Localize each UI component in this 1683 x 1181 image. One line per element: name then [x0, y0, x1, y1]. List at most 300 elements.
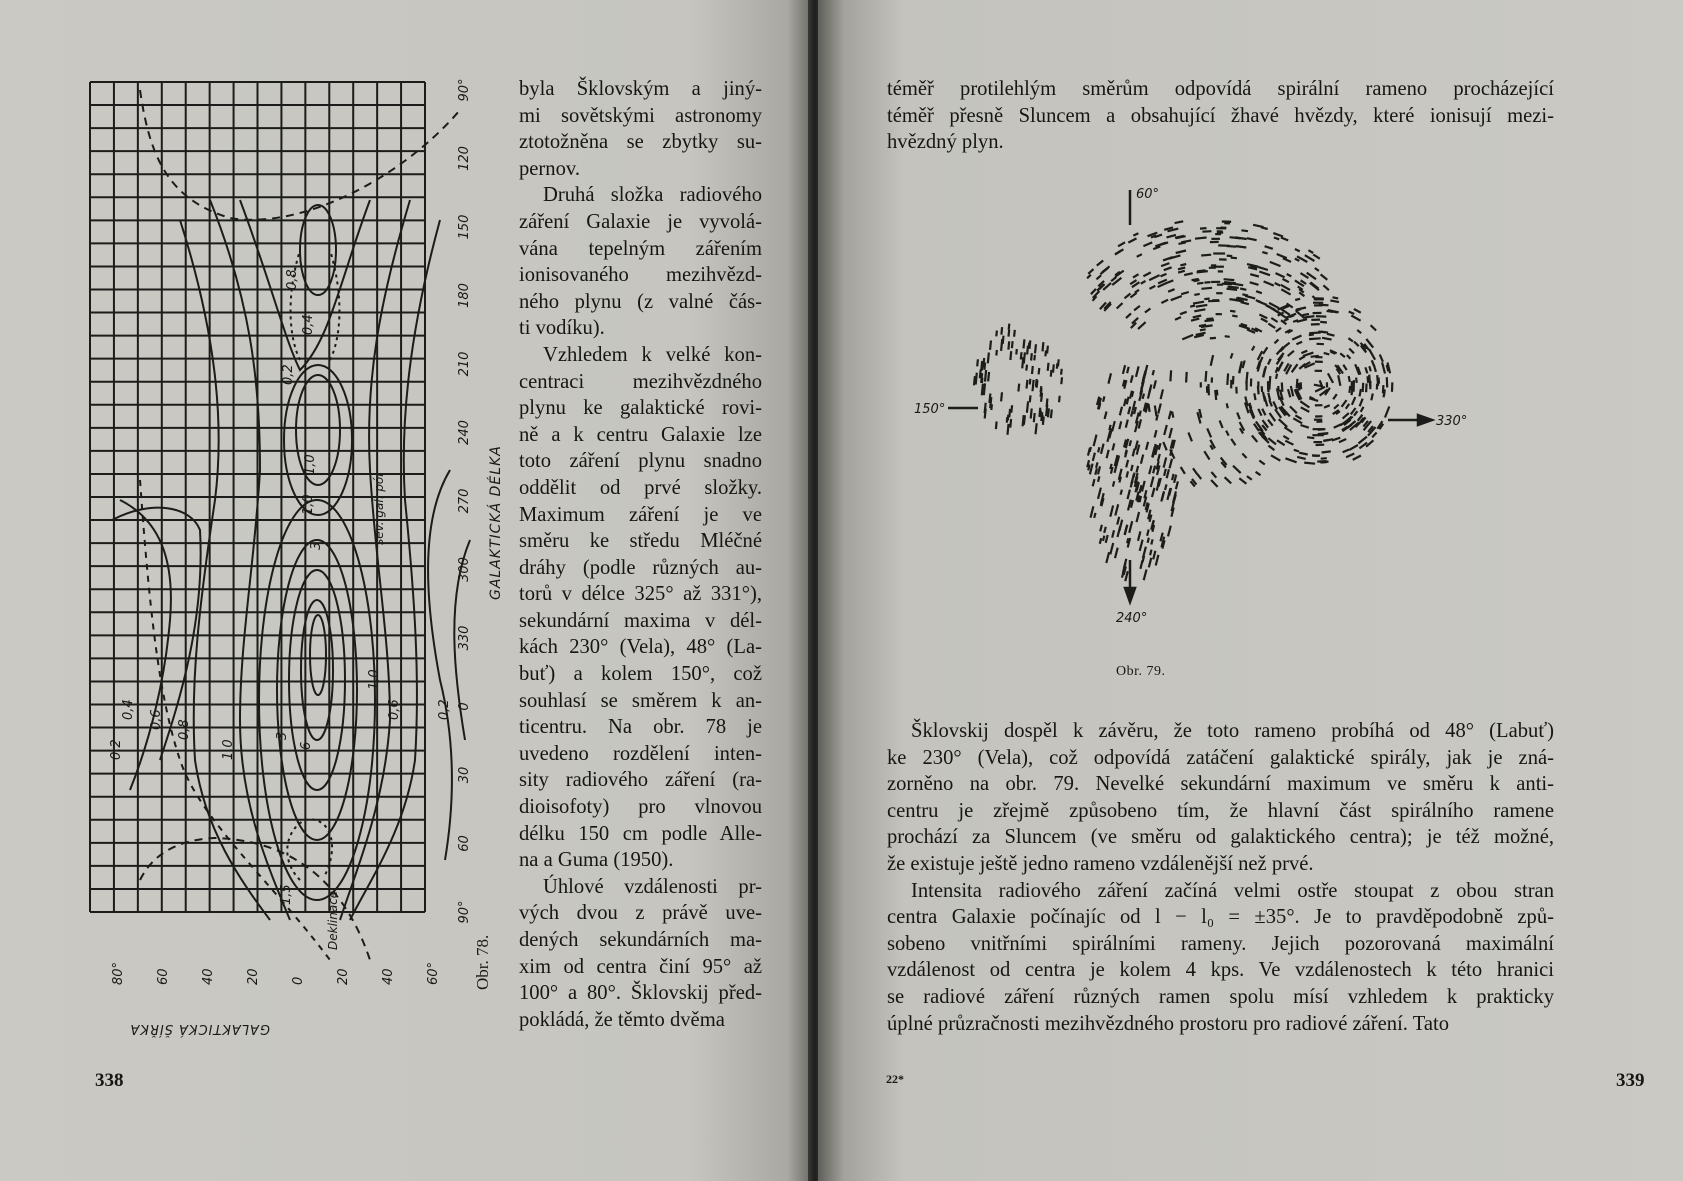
hatch-stroke — [1149, 385, 1151, 393]
hatch-stroke — [1220, 421, 1223, 429]
hatch-stroke — [1382, 362, 1385, 373]
hatch-stroke — [1301, 407, 1310, 412]
hatch-stroke — [1290, 406, 1297, 413]
fig79-label-bottom: 240° — [1116, 611, 1148, 626]
text-line: ztotožněna se zbytky su- — [519, 131, 762, 154]
hatch-stroke — [1303, 353, 1314, 356]
hatch-stroke — [1369, 366, 1371, 371]
hatch-stroke — [1309, 334, 1314, 335]
hatch-stroke — [1105, 412, 1107, 420]
hatch-stroke — [1230, 311, 1235, 312]
longitude-tick: 60 — [457, 835, 472, 852]
hatch-stroke — [1222, 284, 1232, 285]
text-line: že existuje ještě jedno rameno vzdálenější než prvé. — [887, 852, 1314, 875]
hatch-stroke — [1153, 370, 1154, 375]
hatch-stroke — [1130, 293, 1136, 298]
hatch-stroke — [1231, 439, 1235, 445]
text-line: xim od centra činí 95° až — [519, 955, 762, 978]
fig79-label-left: 150° — [914, 402, 946, 417]
hatch-stroke — [1356, 378, 1357, 383]
latitude-tick: 0 — [291, 976, 306, 985]
longitude-tick: 210 — [457, 351, 472, 377]
hatch-stroke — [1197, 283, 1203, 284]
hatch-stroke — [1137, 466, 1139, 473]
hatch-stroke — [1346, 404, 1349, 409]
hatch-stroke — [1155, 430, 1157, 437]
hatch-stroke — [1371, 325, 1377, 330]
hatch-stroke — [1342, 427, 1348, 431]
hatch-stroke — [1323, 285, 1329, 290]
text-line: směru ke středu Mléčné — [519, 530, 762, 553]
hatch-stroke — [1108, 373, 1111, 383]
hatch-stroke — [1158, 454, 1160, 461]
text-line: buť) a kolem 150°, což — [519, 663, 762, 686]
latitude-axis-label: GALAKTICKÁ ŠÍŘKA — [129, 1021, 270, 1036]
hatch-stroke — [1144, 570, 1147, 581]
hatch-stroke — [1284, 343, 1290, 347]
hatch-stroke — [1351, 316, 1360, 321]
contour-label: 0,2 — [437, 699, 452, 720]
hatch-stroke — [1008, 424, 1009, 435]
hatch-stroke — [1277, 440, 1285, 445]
hatch-stroke — [1143, 272, 1150, 276]
hatch-stroke — [1159, 443, 1161, 450]
hatch-stroke — [1009, 324, 1010, 330]
hatch-stroke — [1200, 228, 1207, 229]
hatch-stroke — [1274, 238, 1279, 240]
hatch-stroke — [1253, 225, 1263, 227]
hatch-stroke — [1262, 409, 1265, 416]
hatch-stroke — [1041, 386, 1042, 392]
hatch-stroke — [1276, 273, 1285, 277]
hatch-stroke — [1315, 268, 1319, 271]
hatch-stroke — [1035, 344, 1036, 353]
hatch-stroke — [1142, 481, 1145, 492]
hatch-stroke — [1201, 288, 1212, 289]
hatch-stroke — [1098, 466, 1100, 474]
hatch-stroke — [1103, 396, 1104, 401]
hatch-stroke — [1277, 254, 1287, 258]
hatch-stroke — [1048, 363, 1049, 371]
hatch-stroke — [1171, 296, 1182, 300]
hatch-stroke — [1001, 327, 1002, 335]
hatch-stroke — [1318, 429, 1326, 430]
hatch-stroke — [1036, 423, 1037, 434]
text-line: dioisofoty) pro vlnovou — [519, 796, 762, 819]
hatch-stroke — [1231, 353, 1233, 358]
hatch-stroke — [1288, 389, 1290, 397]
hatch-stroke — [1175, 221, 1184, 223]
longitude-tick: 330 — [457, 625, 472, 651]
hatch-stroke — [990, 341, 991, 350]
hatch-stroke — [1250, 274, 1259, 276]
hatch-stroke — [1036, 379, 1037, 387]
latitude-tick: 80° — [111, 961, 126, 985]
hatch-stroke — [1263, 392, 1265, 402]
hatch-stroke — [1061, 377, 1062, 384]
hatch-stroke — [1031, 353, 1032, 360]
page-number-left: 338 — [95, 1070, 124, 1091]
hatch-stroke — [1113, 443, 1115, 450]
hatch-stroke — [1297, 379, 1298, 388]
hatch-stroke — [1262, 252, 1267, 254]
hatch-stroke — [1127, 471, 1129, 477]
hatch-stroke — [1106, 552, 1109, 563]
hatch-stroke — [1190, 306, 1195, 307]
hatch-stroke — [1263, 347, 1267, 354]
hatch-stroke — [1259, 272, 1270, 276]
text-line: vzdálenost od centra je kolem 4 kps. Ve vzdálenostech k této hranici — [887, 959, 1554, 982]
hatch-stroke — [1164, 267, 1172, 270]
hatch-stroke — [1136, 366, 1139, 377]
hatch-stroke — [1361, 407, 1364, 412]
hatch-stroke — [1016, 349, 1017, 355]
hatch-stroke — [1275, 283, 1281, 286]
hatch-stroke — [1178, 268, 1185, 270]
hatch-stroke — [1045, 350, 1046, 356]
hatch-stroke — [1281, 238, 1288, 241]
hatch-stroke — [1093, 479, 1095, 486]
hatch-stroke — [1327, 334, 1335, 336]
hatch-stroke — [1269, 400, 1272, 406]
hatch-stroke — [1127, 538, 1128, 543]
hatch-stroke — [1246, 372, 1247, 384]
hatch-stroke — [1126, 460, 1128, 468]
hatch-stroke — [1207, 428, 1211, 437]
text-line: plynu ke galaktické rovi- — [519, 397, 762, 420]
hatch-stroke — [1156, 555, 1159, 566]
hatch-stroke — [1250, 282, 1259, 285]
contour-label: 1,5 — [279, 884, 294, 905]
contour-label: 6 — [299, 741, 314, 750]
hatch-stroke — [1294, 450, 1299, 452]
hatch-stroke — [1164, 469, 1166, 476]
hatch-stroke — [1104, 527, 1106, 533]
hatch-stroke — [1194, 335, 1204, 337]
hatch-stroke — [1168, 526, 1171, 537]
hatch-stroke — [1206, 319, 1213, 320]
hatch-stroke — [1117, 456, 1119, 462]
hatch-stroke — [1051, 410, 1052, 419]
hatch-stroke — [1176, 481, 1178, 489]
hatch-stroke — [1141, 455, 1143, 464]
hatch-stroke — [1193, 280, 1199, 281]
hatch-stroke — [1001, 339, 1002, 351]
hatch-stroke — [1137, 254, 1142, 257]
hatch-stroke — [1346, 454, 1354, 458]
hatch-stroke — [1371, 394, 1373, 401]
hatch-stroke — [1172, 474, 1174, 480]
hatch-stroke — [1143, 242, 1152, 246]
hatch-stroke — [1193, 316, 1202, 318]
hatch-stroke — [1034, 413, 1035, 422]
hatch-stroke — [1283, 258, 1291, 262]
hatch-stroke — [1126, 420, 1128, 428]
hatch-stroke — [1363, 383, 1364, 392]
hatch-stroke — [1254, 393, 1255, 400]
hatch-stroke — [1205, 320, 1215, 321]
hatch-stroke — [1149, 275, 1159, 280]
hatch-stroke — [1245, 296, 1255, 299]
hatch-stroke — [1200, 329, 1206, 330]
hatch-stroke — [1131, 465, 1133, 471]
hatch-stroke — [1123, 365, 1125, 374]
hatch-stroke — [1258, 386, 1259, 394]
hatch-stroke — [1309, 338, 1321, 339]
hatch-stroke — [985, 403, 986, 413]
longitude-tick: 300 — [457, 557, 472, 582]
hatch-stroke — [1322, 451, 1331, 452]
text-line: se radiové záření různých ramen spolu mísí vzhledem k prakticky — [887, 985, 1554, 1008]
hatch-stroke — [1030, 379, 1031, 385]
hatch-stroke — [1155, 406, 1157, 417]
hatch-stroke — [1093, 453, 1095, 461]
hatch-stroke — [1184, 273, 1193, 275]
hatch-stroke — [1137, 512, 1140, 522]
hatch-stroke — [1128, 490, 1130, 500]
hatch-stroke — [1196, 305, 1207, 307]
hatch-stroke — [1138, 531, 1140, 540]
hatch-stroke — [1110, 464, 1111, 469]
figure-79 — [888, 170, 1588, 670]
hatch-stroke — [1224, 279, 1235, 280]
hatch-stroke — [1140, 540, 1143, 551]
hatch-stroke — [1206, 371, 1207, 382]
hatch-stroke — [1165, 484, 1167, 490]
text-line: zorněno na obr. 79. Nevelké sekundární maximum ve směru k anti- — [887, 773, 1554, 796]
hatch-stroke — [1233, 466, 1241, 473]
hatch-stroke — [1127, 397, 1129, 405]
text-line: Úhlové vzdálenosti pr- — [543, 875, 762, 898]
hatch-stroke — [1324, 405, 1330, 407]
hatch-stroke — [1131, 410, 1133, 416]
text-line: ke 230° (Vela), což odpovídá zatáčení galaktické spirály, jak je zná- — [887, 746, 1554, 769]
hatch-stroke — [1001, 392, 1002, 401]
text-line: centraci mezihvězdného — [519, 370, 762, 393]
hatch-stroke — [1349, 386, 1350, 393]
text-line: oddělit od prvé složky. — [519, 476, 762, 499]
hatch-stroke — [1315, 387, 1325, 392]
hatch-stroke — [1023, 415, 1024, 426]
hatch-stroke — [1227, 373, 1228, 385]
hatch-stroke — [1178, 271, 1185, 273]
hatch-stroke — [1264, 281, 1274, 285]
hatch-stroke — [1270, 376, 1271, 387]
hatch-stroke — [1268, 359, 1271, 365]
text-line: mi sovětskými astronomy — [519, 104, 762, 127]
hatch-stroke — [1239, 478, 1246, 484]
hatch-stroke — [990, 397, 991, 408]
text-line: ti vodíku). — [519, 317, 605, 340]
hatch-stroke — [1321, 458, 1327, 459]
hatch-stroke — [996, 422, 997, 430]
hatch-stroke — [1010, 351, 1011, 360]
hatch-stroke — [1236, 246, 1247, 247]
hatch-stroke — [1302, 314, 1309, 315]
hatch-stroke — [1149, 558, 1152, 568]
hatch-stroke — [1139, 411, 1140, 417]
hatch-stroke — [1285, 458, 1296, 462]
hatch-stroke — [1317, 461, 1326, 462]
text-line: torů v délce 325° až 331°), — [519, 583, 762, 606]
hatch-stroke — [1193, 302, 1204, 304]
text-line: Vzhledem k velké kon- — [543, 343, 762, 366]
hatch-stroke — [1010, 419, 1011, 428]
text-line: ionisovaného mezihvězd- — [519, 264, 762, 287]
hatch-stroke — [1236, 298, 1242, 299]
hatch-stroke — [1031, 409, 1032, 419]
contour-label: 1,0 — [221, 739, 236, 760]
hatch-stroke — [1256, 472, 1261, 475]
hatch-stroke — [1349, 376, 1350, 382]
text-line: ticentru. Na obr. 78 je — [519, 716, 762, 739]
hatch-stroke — [1107, 450, 1109, 458]
hatch-stroke — [1110, 543, 1113, 554]
text-line: prochází za Sluncem (ve směru od galaktického centra); je též možné, — [887, 826, 1554, 849]
hatch-stroke — [1241, 302, 1249, 304]
hatch-stroke — [983, 358, 984, 368]
hatch-stroke — [1129, 521, 1132, 533]
hatch-stroke — [981, 361, 982, 371]
text-line: byla Šklovským a jiný- — [519, 78, 762, 100]
hatch-stroke — [1197, 270, 1205, 271]
hatch-stroke — [1094, 435, 1097, 447]
hatch-stroke — [996, 331, 997, 337]
hatch-stroke — [1282, 383, 1283, 392]
north-pole-label: sev. gal. pól — [372, 473, 386, 545]
hatch-stroke — [1292, 364, 1298, 372]
hatch-stroke — [1119, 520, 1122, 531]
hatch-stroke — [1164, 458, 1167, 468]
hatch-stroke — [1131, 375, 1133, 382]
hatch-stroke — [1308, 250, 1313, 253]
hatch-stroke — [1097, 275, 1102, 279]
hatch-stroke — [1168, 289, 1175, 292]
hatch-stroke — [1030, 340, 1031, 349]
hatch-stroke — [980, 370, 981, 379]
hatch-stroke — [1041, 393, 1042, 402]
hatch-stroke — [1319, 305, 1329, 306]
hatch-stroke — [1197, 474, 1201, 479]
hatch-stroke — [1280, 362, 1283, 367]
hatch-stroke — [1343, 365, 1346, 370]
contour-label: 0,4 — [121, 699, 136, 720]
hatch-stroke — [1298, 385, 1299, 391]
hatch-stroke — [1012, 341, 1013, 348]
hatch-stroke — [1275, 340, 1279, 344]
hatch-stroke — [1043, 417, 1044, 425]
text-line: hvězdný plyn. — [887, 131, 1004, 154]
hatch-stroke — [1295, 299, 1300, 300]
hatch-stroke — [1170, 459, 1173, 469]
hatch-stroke — [1231, 258, 1237, 259]
longitude-tick: 120 — [457, 146, 472, 171]
hatch-stroke — [1149, 466, 1151, 475]
hatch-stroke — [1259, 315, 1267, 319]
hatch-stroke — [1366, 383, 1367, 392]
hatch-stroke — [1154, 380, 1156, 388]
page-number-right: 339 — [1616, 1070, 1645, 1091]
hatch-stroke — [1161, 263, 1169, 266]
hatch-stroke — [1051, 370, 1052, 377]
hatch-stroke — [1106, 535, 1108, 543]
hatch-stroke — [1030, 395, 1031, 402]
hatch-stroke — [1297, 319, 1307, 322]
hatch-stroke — [1180, 312, 1187, 314]
hatch-stroke — [1295, 259, 1300, 261]
hatch-stroke — [1169, 411, 1171, 419]
hatch-stroke — [1268, 420, 1273, 426]
hatch-stroke — [1118, 242, 1125, 246]
hatch-stroke — [1291, 386, 1293, 396]
hatch-stroke — [1194, 294, 1199, 295]
contour-label: 0,6 — [387, 699, 402, 720]
hatch-stroke — [1138, 322, 1146, 329]
hatch-stroke — [1276, 328, 1281, 332]
hatch-stroke — [1024, 339, 1025, 348]
hatch-stroke — [1225, 477, 1232, 483]
hatch-stroke — [1047, 399, 1048, 408]
hatch-stroke — [1027, 401, 1028, 412]
hatch-stroke — [1385, 407, 1389, 418]
hatch-stroke — [1095, 468, 1097, 475]
hatch-stroke — [1322, 338, 1332, 340]
longitude-tick: 180 — [457, 283, 472, 308]
hatch-stroke — [1115, 504, 1118, 515]
hatch-stroke — [1312, 296, 1317, 300]
text-line: sobeno vnitřními spirálními rameny. Jejich pozorovaná maximální — [887, 932, 1554, 955]
hatch-stroke — [1180, 264, 1186, 265]
text-line: téměř protilehlým směrům odpovídá spirální rameno procházející — [887, 78, 1554, 100]
hatch-stroke — [1098, 488, 1101, 499]
hatch-stroke — [1268, 446, 1274, 451]
hatch-stroke — [1324, 353, 1330, 355]
longitude-tick: 150 — [457, 214, 472, 240]
hatch-stroke — [1121, 490, 1122, 495]
hatch-stroke — [1270, 262, 1281, 266]
hatch-stroke — [1162, 492, 1164, 500]
declination-label: Deklinace — [326, 890, 340, 950]
hatch-stroke — [1278, 386, 1279, 391]
latitude-tick: 20 — [336, 968, 351, 985]
signature-mark: 22* — [886, 1072, 904, 1086]
text-line: centru je zřejmě způsobeno tím, že hlavní část spirálního ramene — [887, 799, 1554, 822]
hatch-stroke — [1096, 462, 1097, 468]
hatch-stroke — [1299, 453, 1308, 455]
hatch-stroke — [1100, 268, 1108, 274]
hatch-stroke — [1124, 399, 1126, 406]
hatch-stroke — [1157, 483, 1159, 491]
hatch-stroke — [1343, 450, 1350, 453]
text-line: toto záření plynu snadno — [519, 450, 762, 473]
hatch-stroke — [1239, 365, 1241, 373]
hatch-stroke — [1194, 309, 1205, 311]
hatch-stroke — [1334, 405, 1339, 409]
hatch-stroke — [1100, 525, 1102, 532]
hatch-stroke — [1125, 571, 1128, 581]
fig79-label-top: 60° — [1136, 187, 1160, 202]
hatch-stroke — [1271, 455, 1280, 460]
hatch-stroke — [1384, 390, 1385, 395]
contour-label: 1,0 — [301, 494, 316, 515]
contour-label: 3 — [309, 541, 324, 550]
hatch-stroke — [1169, 428, 1172, 438]
hatch-stroke — [1181, 467, 1185, 474]
hatch-stroke — [1119, 421, 1121, 429]
text-line: Druhá složka radiového — [543, 184, 762, 207]
longitude-tick: 30 — [457, 766, 472, 784]
hatch-stroke — [1233, 376, 1234, 384]
